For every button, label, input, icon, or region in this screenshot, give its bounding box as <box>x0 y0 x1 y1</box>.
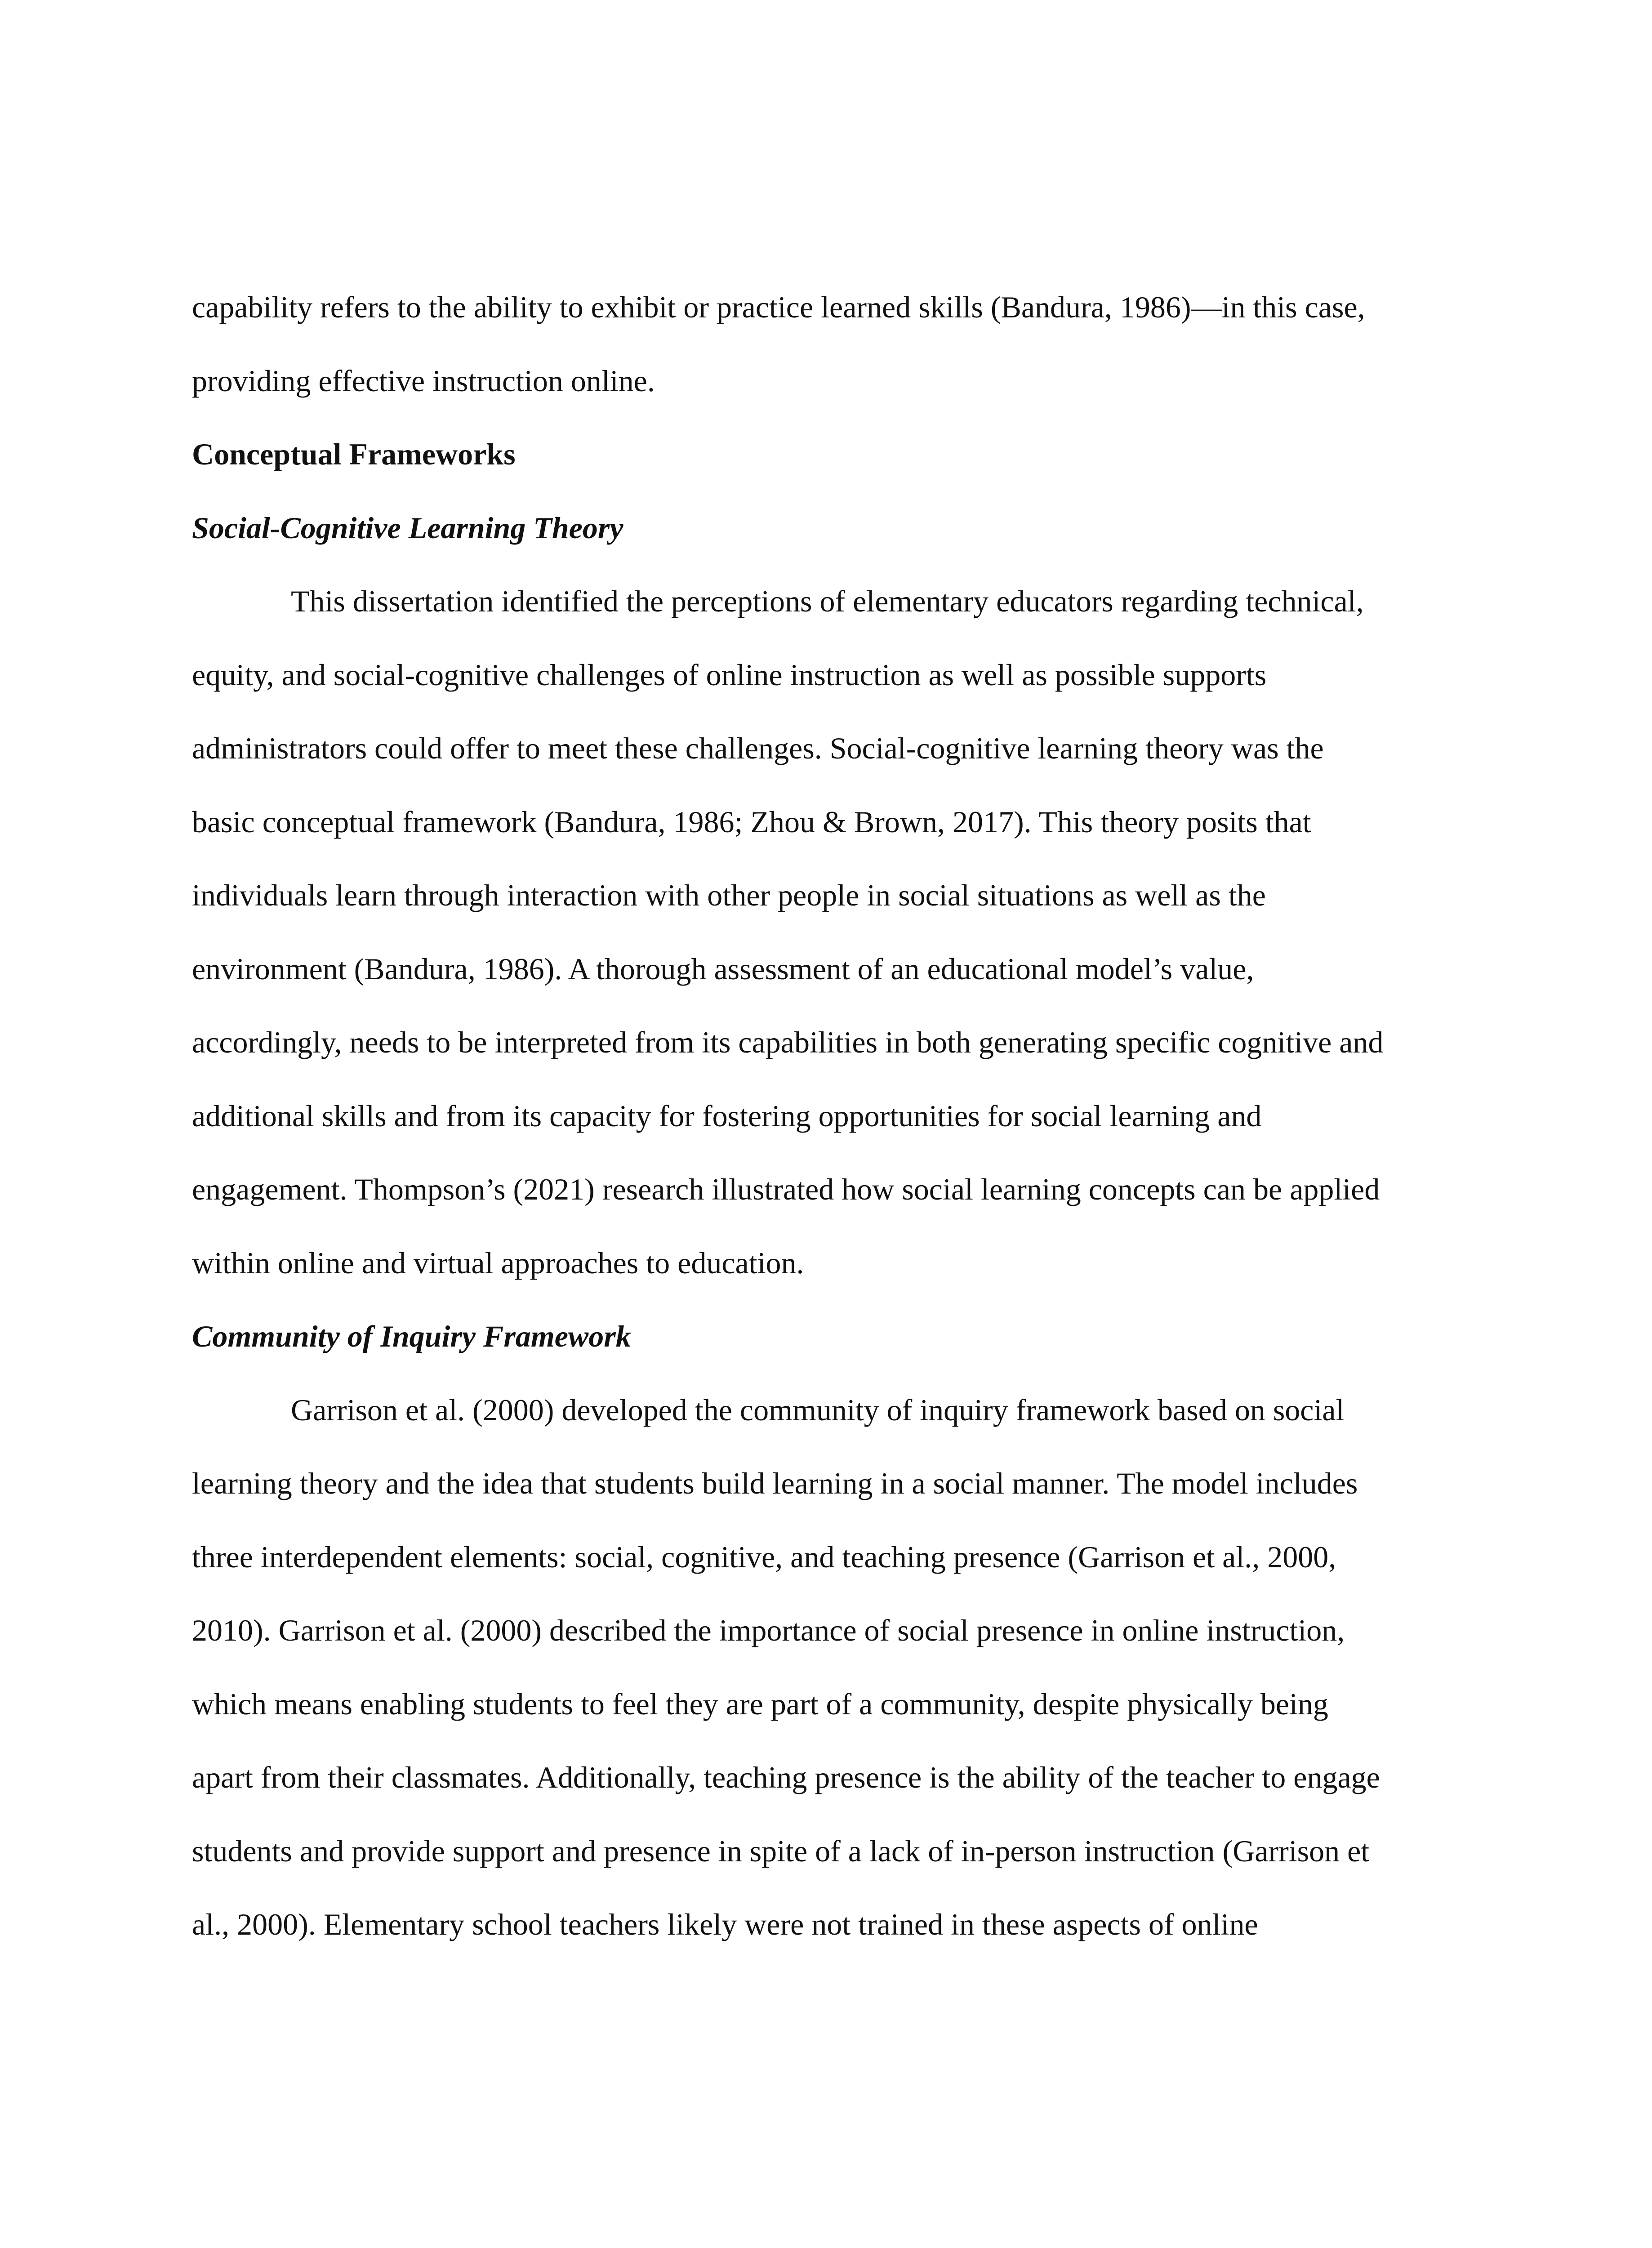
body-line: three interdependent elements: social, cognitive, and teaching presence (Garrison et al., 2000, <box>192 1539 1336 1574</box>
body-line: al., 2000). Elementary school teachers likely were not trained in these aspects of online <box>192 1907 1258 1941</box>
subsection-heading-social-cognitive: Social-Cognitive Learning Theory <box>192 510 623 545</box>
body-line: apart from their classmates. Additionally, teaching presence is the ability of the teacher to engage <box>192 1760 1380 1794</box>
body-line: capability refers to the ability to exhibit or practice learned skills (Bandura, 1986)—in this case, <box>192 290 1365 324</box>
body-line: accordingly, needs to be interpreted from its capabilities in both generating specific cognitive and <box>192 1025 1384 1059</box>
body-line: which means enabling students to feel they are part of a community, despite physically being <box>192 1686 1328 1721</box>
body-text <box>192 271 1464 1962</box>
body-line: equity, and social-cognitive challenges of online instruction as well as possible supports <box>192 657 1267 692</box>
body-line: additional skills and from its capacity for fostering opportunities for social learning and <box>192 1098 1262 1133</box>
body-line: environment (Bandura, 1986). A thorough assessment of an educational model’s value, <box>192 951 1254 986</box>
body-line: individuals learn through interaction with other people in social situations as well as the <box>192 878 1266 912</box>
body-line: administrators could offer to meet these challenges. Social-cognitive learning theory was the <box>192 731 1324 765</box>
body-line: providing effective instruction online. <box>192 363 655 398</box>
body-line: engagement. Thompson’s (2021) research illustrated how social learning concepts can be applied <box>192 1172 1380 1206</box>
body-line: students and provide support and presence in spite of a lack of in-person instruction (Garrison et <box>192 1833 1370 1868</box>
body-line: within online and virtual approaches to education. <box>192 1245 804 1280</box>
paragraph-first-line: This dissertation identified the perceptions of elementary educators regarding technical, <box>291 584 1364 618</box>
body-line: 2010). Garrison et al. (2000) described the importance of social presence in online instruction, <box>192 1613 1345 1647</box>
body-line: learning theory and the idea that students build learning in a social manner. The model includes <box>192 1466 1358 1500</box>
paragraph-first-line: Garrison et al. (2000) developed the community of inquiry framework based on social <box>291 1392 1345 1427</box>
body-line: basic conceptual framework (Bandura, 1986; Zhou & Brown, 2017). This theory posits that <box>192 804 1311 839</box>
subsection-heading-community-of-inquiry: Community of Inquiry Framework <box>192 1319 631 1353</box>
section-heading-conceptual-frameworks: Conceptual Frameworks <box>192 437 516 471</box>
